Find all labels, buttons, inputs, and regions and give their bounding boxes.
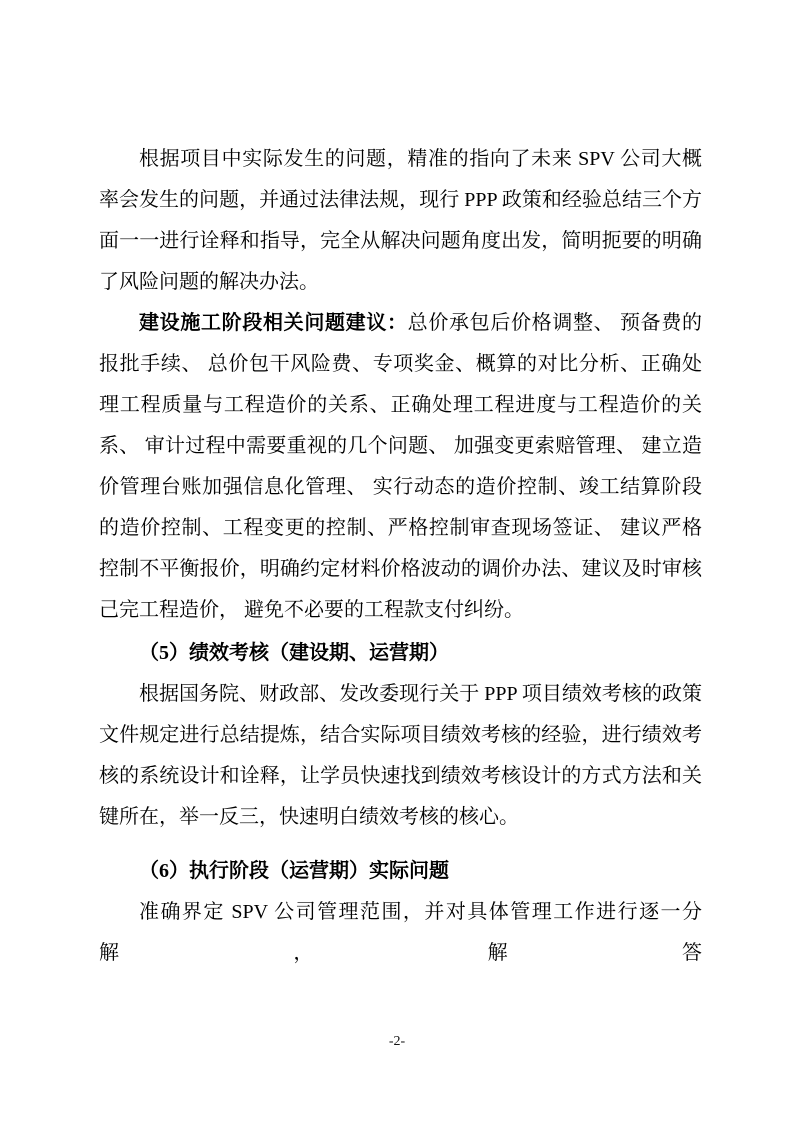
heading-section-5-performance-assessment: （5）绩效考核（建设期、运营期） [139,642,449,664]
paragraph-advice-list: 总价承包后价格调整、 预备费的报批手续、 总价包干风险费、专项奖金、概算的对比分析、正确处理工程质量与工程造价的关系、正确处理工程进度与工程造价的关系、 审计过程中需要重视的几个问题、 加强变更索赔管理、 建立造价管理台账加强信息化管理、 实行动态的造价控制、竣工结算阶段的造价控制、工程变更的控制、严格控制审查现场签证、 建议严格控制不平衡报价，明确约定材料价格波动的调价办法、建议及时审核己完工程造价， 避免不必要的工程款支付纠纷。 [99,312,703,621]
paragraph-performance-assessment: 根据国务院、财政部、发改委现行关于 PPP 项目绩效考核的政策文件规定进行总结提炼，结合实际项目绩效考核的经验，进行绩效考核的系统设计和诠释，让学员快速找到绩效考核设计的方式方法和关键所在，举一反三，快速明白绩效考核的核心。 [99,683,702,828]
paragraph-spv-management-scope: 准确界定 SPV 公司管理范围，并对具体管理工作进行逐一分解，解答 [99,901,702,964]
document-body [99,139,702,974]
heading-section-6-execution-phase: （6）执行阶段（运营期）实际问题 [139,860,449,882]
paragraph-construction-phase-advice [99,303,702,631]
paragraph-risk-interpretation: 根据项目中实际发生的问题，精准的指向了未来 SPV 公司大概率会发生的问题，并通过法律法规，现行 PPP 政策和经验总结三个方面一一进行诠释和指导，完全从解决问题角度出发，简明扼要的明确了风险问题的解决办法。 [99,148,702,293]
paragraph-lead-bold: 建设施工阶段相关问题建议： [139,312,408,334]
page-number: -2- [388,1034,406,1049]
page-footer [0,1032,794,1052]
